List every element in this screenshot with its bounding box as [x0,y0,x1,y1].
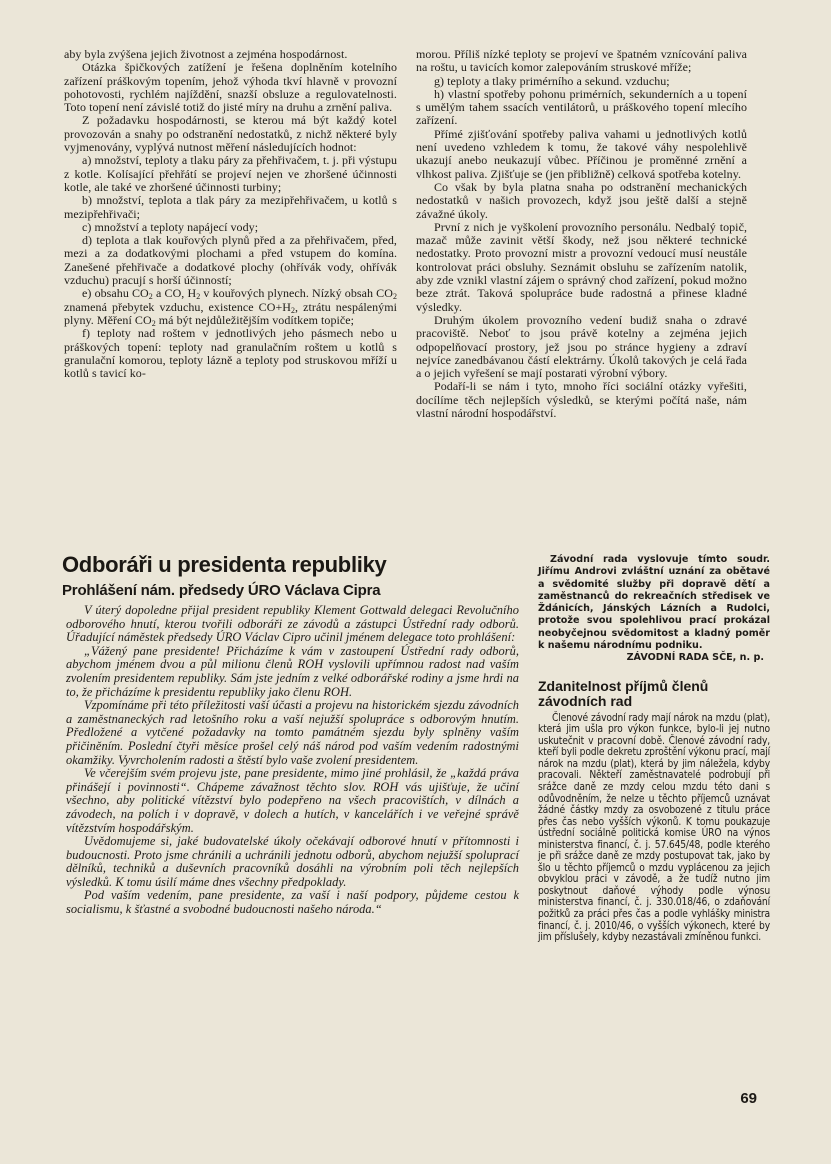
top-left-column [64,48,397,380]
article-subtitle: Prohlášení nám. předsedy ÚRO Václava Cipra [62,582,381,599]
paragraph: Přímé zjišťování spotřeby paliva vahami u jednotlivých kotlů není uvedeno vzhledem k tomu, že takové váhy nespolehlivě ukazují anebo neukazují vůbec. Příčinou je proměnné zrnění a vlhkost paliva. Zjišťuje se (jen přibližně) celková spotřeba kotelny. [416,126,747,181]
paragraph: Otázka špičkových zatížení je řešena doplněním kotelního zařízení práškovým topením, jehož výhoda tkví hlavně v provozní pohotovosti, rychlém najíždění, snazší obsluze a regulovatelnosti. Toto topení není závislé totiž do jisté míry na druhu a zrnění paliva. [64,60,397,115]
article-paragraph: Uvědomujeme si, jaké budovatelské úkoly očekávají odborové hnutí v přítomnosti i budoucnosti. Proto jsme chránili a uchránili jednotu odborů, abychom nejužší spoluprací dělníků, techniků a duševních pracovníků dosáhli na výrobním poli těch nejlepších výsledků. K tomu úsilí máme dnes všechny předpoklady. [66,834,519,889]
paragraph: Co však by byla platna snaha po odstranění mechanických nedostatků v našich provozech, když jsou ještě další a stejně závažné úkoly. [416,179,747,221]
paragraph: morou. Příliš nízké teploty se projeví ve špatném vznícování paliva na roštu, u tavicích komor zalepováním struskové mříže; [416,47,747,75]
side-article-body [538,713,770,944]
article-paragraph: Ve včerejším svém projevu jste, pane presidente, mimo jiné prohlásil, že „každá práva přinášejí i povinnosti“. Chápeme závažnost těchto slov. ROH vás ujišťuje, že učiní všechno, aby politické vítězství bylo podepřeno na všech pracovištích, v dílnách a závodech, na polích i v dopravě, v dolech a hutích, v kancelářích i ve veřejné správě vítězstvím hospodářským. [66,766,519,835]
article-title: Odboráři u presidenta republiky [62,552,387,577]
paragraph: První z nich je vyškolení provozního personálu. Nedbalý topič, mazač může zavinit větší škody, než jsou některé technické nedostatky. Proto provozní mistr a provozní vedoucí musí neustále kontrolovat práci obsluhy. Seznámit obsluhu se zařízením natolik, aby zde vznikl vlastní zájem o správný chod zařízení, pokud možno beze ztrát. Taková spolupráce bude radostná a přinese kladné výsledky. [416,219,747,314]
paragraph: a) množství, teploty a tlaku páry za přehřivačem, t. j. při výstupu z kotle. Kolísající přehřátí se projeví nejen ve zhoršené účinnosti kotle, ale také ve zhoršené účinnosti turbiny; [64,153,397,194]
paragraph: Podaří-li se nám i tyto, mnoho říci sociální otázky vyřešiti, docílíme těch nejlepších výsledků, se kterými počítá naše, nám vlastní národní hospodářství. [416,379,747,421]
paragraph: f) teploty nad roštem v jednotlivých jeho pásmech nebo u práškových topení: teploty nad granulačním roštem u kotlů s granulační komorou, teploty lázně a teploty pod struskovou mříží u kotlů s tavicí ko- [64,326,397,381]
page-number: 69 [740,1090,757,1107]
side-article-paragraph: Členové závodní rady mají nárok na mzdu (plat), která jim ušla pro výkon funkce, bylo-li jej nutno uskutečnit v pracovní době. Členové závodní rady, kteří byli podle dekretu zproštění výkonu prací, mají nárok na mzdu (plat), která by jim náležela, kdyby pracovali. Někteří zaměstnavatelé podrobují při srážce daně ze mzdy celou mzdu této dani s odůvodněním, že nelze u těchto příjemců uznávat žádné částky mzdy za osvobozené z titulu práce přes čas nebo vyšších výkonů. K tomu poukazuje ústřední sociálně politická komise ÚRO na výnos ministerstva financí, č. j. 57.645/48, podle kterého je při srážce daně ze mzdy postupovat tak, jako by šlo u těchto příjemců o mzdu vyplácenou za jejich obvyklou práci v závodě, a že tudíž nutno jim poskytnout daňové výhody podle výnosu ministerstva financí, č. j. 330.018/46, o zdaňování požitků za práci přes čas a podle vyhlášky ministra financí, č. j. 2010/46, o vyšších výkonech, které by jim příslušely, kdyby nezastávali zmíněnou funkci. [538,712,770,944]
paragraph: g) teploty a tlaky primérního a sekund. vzduchu; [434,73,670,88]
article-paragraph: Pod vaším vedením, pane presidente, za vaší i naší podpory, půjdeme cestou k socialismu, k šťastné a svobodné budoucnosti našeho národa.“ [66,888,519,917]
paragraph: b) množství, teplota a tlak páry za mezipřehřivačem, u kotlů s mezipřehřivači; [64,193,397,221]
top-right-column [416,48,747,420]
side-column [538,554,770,944]
side-article-title: Zdanitelnost příjmů členů závodních rad [538,677,709,709]
article-paragraph: „Vážený pane presidente! Přicházíme k vám v zastoupení Ústřední rady odborů, abychom jménem dvou a půl milionu členů ROH vyslovili upřímnou radost nad vaším zvolením presidentem republiky. Sám jste jedním z velké odborářské rodiny a jsme hrdi na to, že přicházíme k presidentu republiky jako členu ROH. [66,643,519,699]
article-paragraph: Vzpomínáme při této příležitosti vaší účasti a projevu na historickém sjezdu závodních a zaměstnaneckých rad letošního roku a vaší nejužší spolupráce s odborovým hnutím. Předložené a vytčené požadavky na tomto památném sjezdu byly splněny vaším přičiněním. Poslední čtyři měsíce prošel celý náš národ pod vaším vedením radostnými okamžiky. Vyvrcholením radosti a štěstí bylo vaše zvolení presidentem. [66,698,519,767]
paragraph: Z požadavku hospodárnosti, se kterou má být každý kotel provozován a snahy po odstranění nedostatků, z nichž některé byly vyjmenovány, vyplývá nutnost měření následujících hodnot: [64,113,397,155]
paragraph: e) obsahu $CO_2$ a CO, $H_2$ v kouřových plynech. Nízký obsah $CO_2$ znamená přebytek vzduchu, existence $CO+H_2$, ztrátu nespálenými plyny. Měření $CO_2$ má být nejdůležitějším vodítkem topiče; [64,286,397,328]
paragraph: c) množství a teploty napájecí vody; [82,219,259,234]
paragraph: d) teplota a tlak kouřových plynů před a za přehřivačem, před, mezi a za dodatkovými plochami a před vstupem do komína. Zanešené přehřivače a dodatkové plochy (ohřívák vody, ohřívák vzduchu) pracují s horší účinností; [64,233,397,288]
notice-signature: ZÁVODNÍ RADA SČE, n. p. [626,652,764,664]
article-header [62,552,532,599]
paragraph: Druhým úkolem provozního vedení budiž snaha o zdravé pracoviště. Neboť to jsou právě kotelny a zejména jejich odpopelňovací prostory, jež jsou po stránce hygieny a zdraví nejvíce zanedbávanou částí elektrárny. Úkolů takových je celá řada a o jejich vyřešení se mají postarati výrobní výbory. [416,312,747,381]
article-body [66,604,519,917]
paragraph: aby byla zvýšena jejich životnost a zejména hospodárnost. [64,47,348,61]
article-paragraph: V úterý dopoledne přijal president republiky Klement Gottwald delegaci Revolučního odborového hnutí, kterou tvořili odboráři ze závodů a zástupci Ústřední rady odborů. Úřadující náměstek předsedy ÚRO Václav Cipro učinil jménem delegace toto prohlášení: [66,603,519,645]
notice-text: Závodní rada vyslovuje tímto soudr. Jiřímu Androvi zvláštní uznání za obětavé a svědomité služby při dopravě dětí a zaměstnanců do rekreačních středisek ve Ždánicích, Jánských Lázních a Rudolci, protože svou spolehlivou prací prokázal neobyčejnou svědomitost a kladný poměr k našemu národnímu podniku. [538,554,770,652]
paragraph: h) vlastní spotřeby pohonu primérních, sekunderních a u topení s umělým tahem ssacích ventilátorů, u práškového topení mlecího zařízení. [416,86,747,128]
